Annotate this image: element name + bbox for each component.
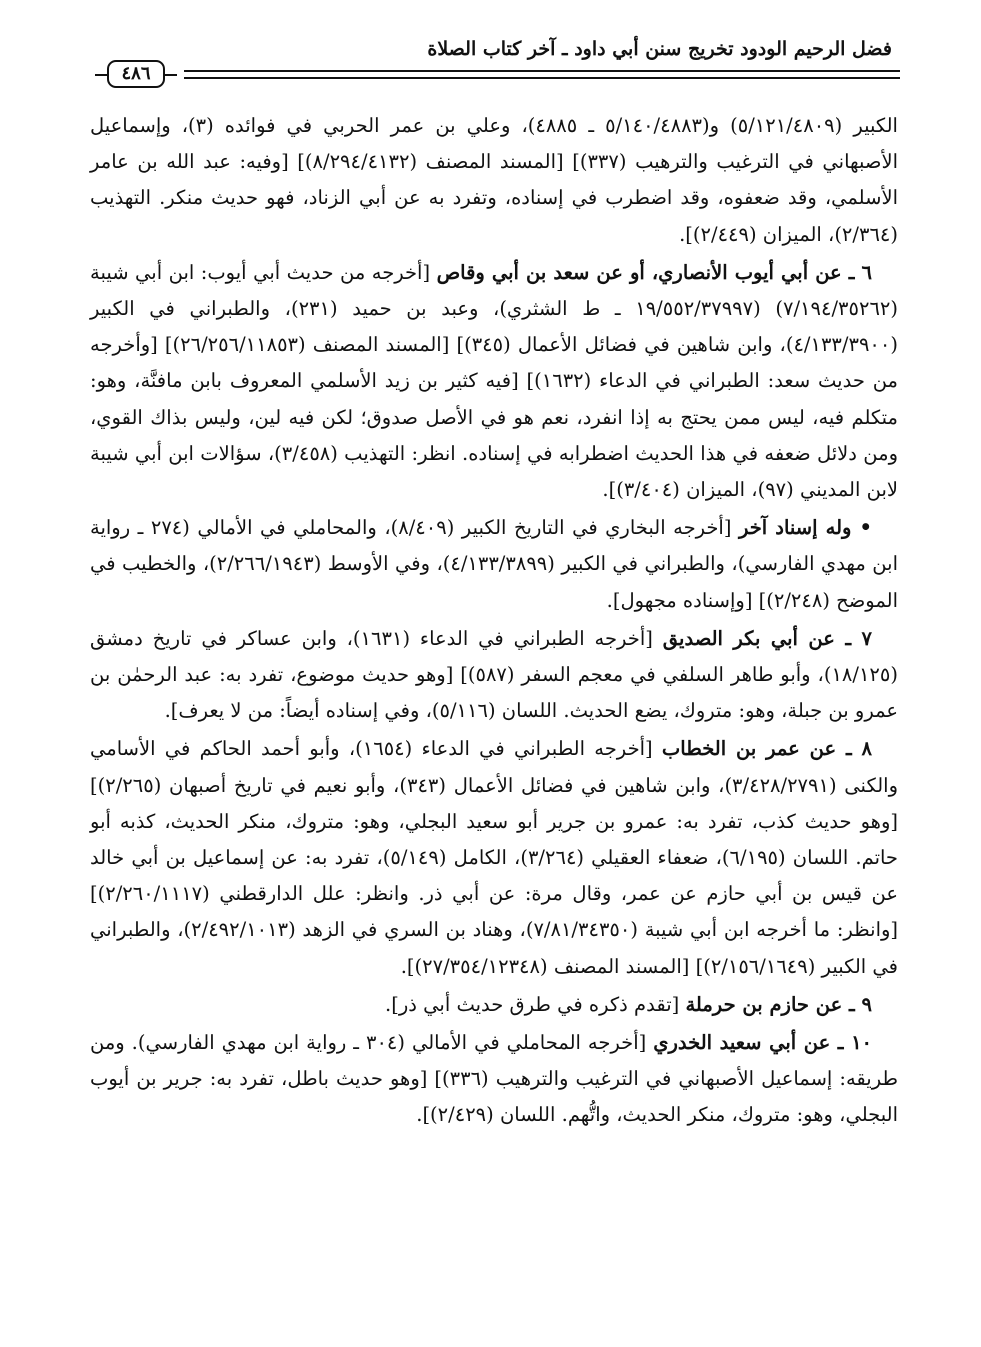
paragraph-lead: ١٠ ـ عن أبي سعيد الخدري	[653, 1031, 873, 1055]
paragraph	[90, 731, 898, 984]
paragraph-text: [أخرجه المحاملي في الأمالي (٣٠٤ ـ رواية ابن مهدي الفارسي). ومن طريقه: إسماعيل الأصبهاني في الترغيب والترهيب (٣٣٦)] [وهو حديث باطل، تفرد به: جرير بن أيوب البجلي، وهو: متروك، منكر الحديث، واتُّهم. اللسان (٢/٤٢٩)].	[90, 1031, 898, 1127]
paragraph-lead: • وله إسناد آخر	[738, 516, 873, 540]
paragraph-text: الكبير (٥/١٢١/٤٨٠٩) و(٥/١٤٠/٤٨٨٣ ـ ٤٨٨٥)، وعلي بن عمر الحربي في فوائده (٣)، وإسماعيل الأصبهاني في الترغيب والترهيب (٣٣٧)] [المسند المصنف (٨/٢٩٤/٤١٣٢)] [وفيه: عبد الله بن عامر الأسلمي، وقد ضعفوه، وقد اضطرب في إسناده، وتفرد به عن أبي الزناد، فهو حديث منكر. التهذيب (٢/٣٦٤)، الميزان (٢/٤٤٩)].	[90, 114, 898, 246]
paragraph-text: [أخرجه الطبراني في الدعاء (١٦٣١)، وابن عساكر في تاريخ دمشق (١٨/١٢٥)، وأبو طاهر السلفي في معجم السفر (٥٨٧)] [وهو حديث موضوع، تفرد به: عبد الرحمٰن بن عمرو بن جبلة، وهو: متروك، يضع الحديث. اللسان (٥/١١٦)، وفي إسناده أيضاً: من لا يعرف].	[90, 626, 898, 723]
paragraph	[90, 255, 898, 508]
page-body	[90, 108, 898, 1136]
header-rule-top	[88, 70, 900, 72]
page-number: ٤٨٦	[107, 60, 164, 88]
paragraph	[90, 108, 898, 253]
paragraph-lead: ٩ ـ عن حازم بن حرملة	[685, 992, 872, 1016]
paragraph-text: [أخرجه الطبراني في الدعاء (١٦٥٤)، وأبو أحمد الحاكم في الأسامي والكنى (٣/٤٢٨/٢٧٩١)، وابن شاهين في فضائل الأعمال (٣٤٣)، وأبو نعيم في تاريخ أصبهان (٢/٢٦٥)] [وهو حديث كذب، تفرد به: عمرو بن جرير أبو سعيد البجلي، وهو: متروك، منكر الحديث، كذبه أبو حاتم. اللسان (٦/١٩٥)، ضعفاء العقيلي (٣/٢٦٤)، الكامل (٥/١٤٩)، تفرد به: عن إسماعيل بن أبي خالد عن قيس بن أبي حازم عن عمر، وقال مرة: عن أبي ذر. وانظر: علل الدارقطني (٢/٢٦٠/١١١٧)] [وانظر: ما أخرجه ابن أبي شيبة (٧/٨١/٣٤٣٥٠)، وهناد بن السري في الزهد (٢/٤٩٢/١٠١٣)، والطبراني في الكبير (٢/١٥٦/١٦٤٩)] [المسند المصنف (٢٧/٣٥٤/١٢٣٤٨)].	[90, 737, 899, 978]
paragraph	[90, 987, 898, 1023]
paragraph-text: [تقدم ذكره في طرق حديث أبي ذر].	[385, 992, 686, 1016]
paragraph-lead: ٧ ـ عن أبي بكر الصديق	[662, 626, 872, 650]
paragraph	[90, 1025, 898, 1134]
page-header	[88, 30, 900, 92]
paragraph-text: [أخرجه من حديث أبي أيوب: ابن أبي شيبة (٧/١٩٤/٣٥٢٦٢) (١٩/٥٥٢/٣٧٩٩٧ ـ ط الشثري)، وعبد بن حميد (٢٣١)، والطبراني في الكبير (٤/١٣٣/٣٩٠٠)، وابن شاهين في فضائل الأعمال (٣٤٥)] [المسند المصنف (٢٦/٢٥٦/١١٨٥٣)] [وأخرجه من حديث سعد: الطبراني في الدعاء (١٦٣٢)] [فيه كثير بن زيد الأسلمي المعروف بابن مافنَّة، وهو: متكلم فيه، ليس ممن يحتج به إذا انفرد، نعم هو في الأصل صدوق؛ لكن فيه لين، وليس بذاك القوي، ومن دلائل ضعفه في هذا الحديث اضطرابه في إسناده. انظر: التهذيب (٣/٤٥٨)، سؤالات ابن أبي شيبة لابن المديني (٩٧)، الميزان (٣/٤٠٤)].	[90, 260, 898, 502]
running-title: فضل الرحيم الودود تخريج سنن أبي داود ـ آخر كتاب الصلاة	[427, 38, 892, 60]
paragraph-text: [أخرجه البخاري في التاريخ الكبير (٨/٤٠٩)، والمحاملي في الأمالي (٢٧٤ ـ رواية ابن مهدي الفارسي)، والطبراني في الكبير (٤/١٣٣/٣٨٩٩)، وفي الأوسط (٢/٢٦٦/١٩٤٣)، والخطيب في الموضح (٢/٢٤٨)] [وإسناده مجهول].	[90, 516, 898, 612]
paragraph	[90, 621, 898, 730]
header-rule-bottom	[88, 77, 900, 79]
page-number-badge	[88, 58, 184, 90]
paragraph	[90, 510, 898, 619]
paragraph-lead: ٦ ـ عن أبي أيوب الأنصاري، أو عن سعد بن أبي وقاص	[436, 260, 872, 284]
paragraph-lead: ٨ ـ عن عمر بن الخطاب	[661, 737, 872, 761]
